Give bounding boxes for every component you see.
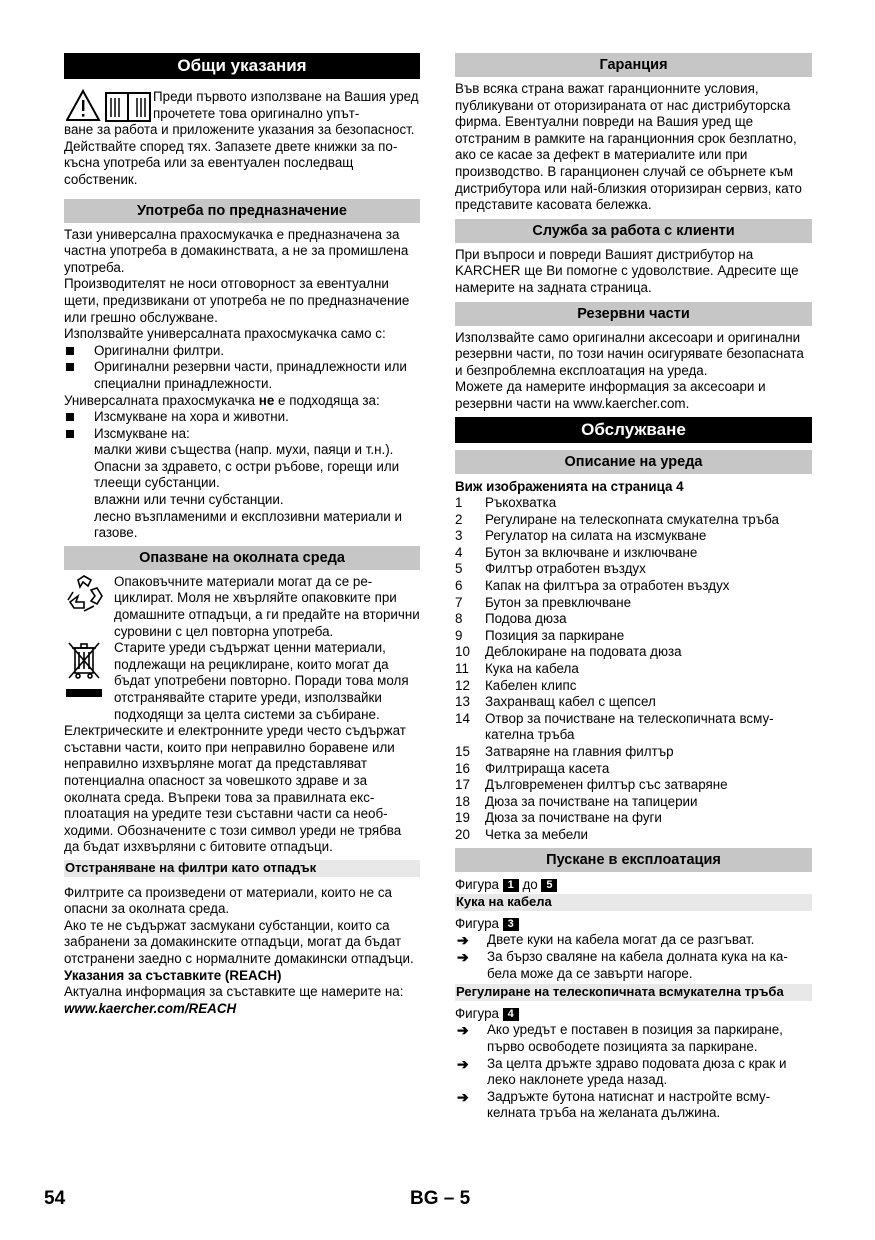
left-column bbox=[64, 53, 420, 1017]
parts-list-label: Бутон за включване и изключване bbox=[485, 544, 698, 560]
device-parts-list bbox=[455, 495, 812, 843]
parts-list-number: 12 bbox=[455, 677, 470, 693]
parts-list-label: Дълговременен филтър със затваряне bbox=[485, 777, 728, 793]
arrow-icon: ➔ bbox=[457, 1022, 469, 1039]
figure-ref: Фигура 4 bbox=[455, 1006, 812, 1023]
parts-list-item bbox=[455, 794, 812, 811]
list-item: Оригинални резервни части, принадлежности или специални принадлежности. bbox=[64, 359, 420, 392]
parts-list-item bbox=[455, 744, 812, 761]
parts-list-label: Бутон за превключване bbox=[485, 594, 632, 610]
warranty-text: Във всяка страна важат гаранционните условия, публикувани от оторизираната от нас дистрибуторска фирма. Евентуални повреди на Вашия уред ще отстраним в рамките на гаранционния срок безплатно, ако се касае за дефект в материалите или при производство. В гаранционен случай се обърнете към дистрибутора или най-близкия оторизиран сервиз, като представите касовата бележка. bbox=[455, 81, 802, 213]
list-item: Изсмукване на хора и животни. bbox=[64, 409, 420, 426]
section-title-warranty: Гаранция bbox=[455, 53, 812, 77]
weee-note bbox=[64, 640, 420, 723]
parts-list-item bbox=[455, 611, 812, 628]
list-subitem: лесно възпламеними и експлозивни материали и газове. bbox=[94, 508, 402, 541]
intended-use-body bbox=[64, 227, 420, 542]
arrow-icon: ➔ bbox=[457, 932, 469, 949]
parts-list-item bbox=[455, 694, 812, 711]
parts-list-label: Подова дюза bbox=[485, 611, 567, 627]
parts-list-number: 8 bbox=[455, 611, 463, 627]
intended-p3: Използвайте универсалната прахосмукачка само с: bbox=[64, 326, 386, 342]
step-item: ➔ Ако уредът е поставен в позиция за паркиране, първо освободете позицията за паркиране. bbox=[457, 1022, 783, 1054]
list-item: Изсмукване на: bbox=[64, 426, 420, 443]
parts-list-number: 16 bbox=[455, 760, 470, 776]
parts-list-label: Регулатор на силата на изсмукване bbox=[485, 528, 707, 544]
environment-body bbox=[64, 574, 420, 856]
reach-text: Актуална информация за съставките ще намерите на: bbox=[64, 984, 404, 1000]
parts-list-number: 5 bbox=[455, 561, 463, 577]
general-text-2: ване за работа и приложените указания за безопасност. Действайте според тях. Запазете двете книжки за по-късна употреба или за евентуален последващ собственик. bbox=[64, 122, 415, 187]
parts-list-label: Позиция за паркиране bbox=[485, 627, 625, 643]
arrow-icon: ➔ bbox=[457, 1055, 469, 1072]
parts-list-number: 1 bbox=[455, 495, 463, 511]
intended-p4: Универсалната прахосмукачка не е подходяща за: bbox=[64, 392, 380, 408]
parts-list-item bbox=[455, 661, 812, 678]
parts-list-item bbox=[455, 595, 812, 612]
filters-p2: Ако те не съдържат засмукани субстанции, които са забранени за домакинските отпадъци, могат да бъдат отстранени заедно с нормалните домакински отпадъци. bbox=[64, 917, 414, 966]
section-title-operation: Обслужване bbox=[455, 417, 812, 443]
parts-list-item bbox=[455, 495, 812, 512]
list-subitem: влажни или течни субстанции. bbox=[94, 492, 284, 508]
parts-list-number: 7 bbox=[455, 594, 463, 610]
parts-list-item bbox=[455, 644, 812, 661]
parts-list-number: 4 bbox=[455, 544, 463, 560]
parts-list-item bbox=[455, 827, 812, 844]
parts-list-label: Капак на филтъра за отработен въздух bbox=[485, 578, 730, 594]
parts-list-number: 2 bbox=[455, 511, 463, 527]
list-subitem: Опасни за здравето, с остри ръбове, горещи или тлеещи субстанции. bbox=[94, 458, 400, 491]
filters-p1: Филтрите са произведени от материали, които не са опасни за околната среда. bbox=[64, 884, 392, 917]
parts-list-label: Регулиране на телескопната смукателна тръба bbox=[485, 511, 779, 527]
arrow-icon: ➔ bbox=[457, 948, 469, 965]
parts-list-label: Затваряне на главния филтър bbox=[485, 744, 674, 759]
step-item: ➔ Двете куки на кабела могат да се разгъват. bbox=[457, 932, 755, 949]
right-column bbox=[455, 53, 812, 1122]
section-title-filter-disposal: Отстраняване на филтри като отпадък bbox=[64, 860, 420, 877]
service-text: При въпроси и повреди Вашият дистрибутор на KARCHER ще Ви помогне с удоволствие. Адресите ще намерите на задната страница. bbox=[455, 246, 799, 295]
section-title-spare-parts: Резервни части bbox=[455, 302, 812, 326]
section-title-intended-use: Употреба по предназначение bbox=[64, 199, 420, 223]
parts-list-label: Захранващ кабел с щепсел bbox=[485, 694, 656, 710]
figure-range: Фигура 1 до 5 bbox=[455, 877, 812, 894]
figure-ref: Фигура 3 bbox=[455, 916, 812, 933]
parts-list-number: 9 bbox=[455, 627, 463, 643]
parts-list-label: Кука на кабела bbox=[485, 661, 579, 677]
subsection-title-cable-hook: Кука на кабела bbox=[455, 894, 812, 911]
parts-list-item bbox=[455, 761, 812, 778]
see-figures-note: Виж изображенията на страница 4 bbox=[455, 478, 684, 494]
section-title-customer-service: Служба за работа с клиенти bbox=[455, 219, 812, 243]
figure-badge: 1 bbox=[503, 879, 519, 892]
general-notes bbox=[64, 89, 420, 189]
reach-link[interactable]: www.kaercher.com/REACH bbox=[64, 1000, 237, 1016]
general-text-1: Преди първото използване на Вашия уред прочетете това оригинално упът- bbox=[153, 89, 419, 121]
parts-p2: Можете да намерите информация за аксесоари и резервни части на www.kaercher.com. bbox=[455, 379, 766, 411]
reach-title: Указания за съставките (REACH) bbox=[64, 967, 282, 983]
section-title-device-description: Описание на уреда bbox=[455, 450, 812, 474]
step-item: ➔ За бързо сваляне на кабела долната кука на кабела може да се завърти нагоре. bbox=[457, 948, 788, 981]
intended-p1: Тази универсална прахосмукачка е предназначена за частна употреба в домакинствата, а не за промишлена употреба. bbox=[64, 226, 409, 275]
parts-list-label: Отвор за почистване на телескопичната всмукателна тръба bbox=[485, 710, 774, 743]
parts-list-item bbox=[455, 561, 812, 578]
section-title-environment: Опазване на околната среда bbox=[64, 546, 420, 570]
parts-list-label: Четка за мебели bbox=[485, 826, 589, 842]
page-label: BG – 5 bbox=[410, 1188, 471, 1209]
parts-list-label: Филтър отработен въздух bbox=[485, 561, 646, 577]
arrow-icon: ➔ bbox=[457, 1088, 469, 1105]
parts-list-number: 20 bbox=[455, 826, 470, 842]
parts-list-item bbox=[455, 777, 812, 794]
parts-list-label: Кабелен клипс bbox=[485, 677, 577, 693]
parts-list-number: 3 bbox=[455, 528, 463, 544]
parts-list-item bbox=[455, 711, 812, 744]
parts-list-item bbox=[455, 810, 812, 827]
parts-list-item bbox=[455, 678, 812, 695]
list-item: Оригинални филтри. bbox=[64, 343, 420, 360]
section-title-startup: Пускане в експлоатация bbox=[455, 848, 812, 872]
recycle-icon bbox=[64, 574, 106, 614]
parts-list-label: Филтрираща касета bbox=[485, 760, 610, 776]
parts-list-label: Ръкохватка bbox=[485, 495, 557, 511]
parts-list-item bbox=[455, 578, 812, 595]
weee-text: Старите уреди съдържат ценни материали, подлежащи на рециклиране, които могат да бъдат употребени повторно. Поради това моля отстранявайте старите уреди, използвайки подходящи за целта системи за събиране. bbox=[114, 640, 409, 722]
filters-body bbox=[64, 885, 420, 1018]
parts-list-number: 15 bbox=[455, 744, 470, 759]
figure-badge: 5 bbox=[541, 879, 557, 892]
step-item: ➔ За целта дръжте здраво подовата дюза с крак и леко наклонете уреда назад. bbox=[457, 1055, 787, 1088]
parts-list-item bbox=[455, 545, 812, 562]
parts-list-number: 14 bbox=[455, 710, 470, 726]
recycle-note bbox=[64, 574, 420, 640]
parts-list-number: 11 bbox=[455, 661, 469, 677]
step-item: ➔ Задръжте бутона натиснат и настройте всмукелната тръба на желаната дължина. bbox=[457, 1088, 771, 1121]
parts-list-label: Дюза за почистване на тапицерии bbox=[485, 793, 698, 809]
page-number: 54 bbox=[44, 1188, 66, 1209]
parts-list-number: 10 bbox=[455, 644, 470, 660]
list-subitem: малки живи същества (напр. мухи, паяци и т.н.). bbox=[94, 442, 394, 458]
parts-p1: Използвайте само оригинални аксесоари и оригинални резервни части, по този начин осигурявате безопасната и безпроблемна експлоатация на уреда. bbox=[455, 329, 804, 378]
parts-list-number: 13 bbox=[455, 694, 470, 710]
recycle-text: Опаковъчните материали могат да се рециклират. Моля не хвърляйте опаковките при домашните отпадъци, а ги предайте на вторични суровини с цел повторна употреба. bbox=[114, 573, 420, 639]
parts-list-number: 18 bbox=[455, 793, 470, 809]
parts-list-item bbox=[455, 512, 812, 529]
parts-list-number: 19 bbox=[455, 810, 470, 826]
parts-list-label: Деблокиране на подовата дюза bbox=[485, 644, 682, 660]
section-title-general: Общи указания bbox=[64, 53, 420, 79]
warning-manual-icon bbox=[66, 89, 154, 123]
parts-list-label: Дюза за почистване на фуги bbox=[485, 810, 662, 826]
parts-list-item bbox=[455, 528, 812, 545]
crossed-bin-icon bbox=[64, 640, 106, 700]
figure-badge: 4 bbox=[503, 1008, 519, 1021]
electronic-text: Електрическите и електронните уреди често съдържат съставни части, които при неправилно боравене или неправилно изхвърляне могат да представляват потенциална опасност за човешкото здраве и за околната среда. Въпреки това за правилната експлоатация на уредите тези съставни части са необходими. Обозначените с този символ уреди не трябва да бъдат изхвърляни с битовите отпадъци. bbox=[64, 723, 406, 855]
figure-badge: 3 bbox=[503, 918, 519, 931]
parts-list-number: 17 bbox=[455, 777, 470, 793]
parts-list-number: 6 bbox=[455, 578, 463, 594]
subsection-title-telescopic-tube: Регулиране на телескопичната всмукателна тръба bbox=[455, 984, 812, 1001]
intended-p2: Производителят не носи отговорност за евентуални щети, предизвикани от употреба не по предназначение или грешно обслужване. bbox=[64, 276, 410, 325]
parts-list-item bbox=[455, 628, 812, 645]
